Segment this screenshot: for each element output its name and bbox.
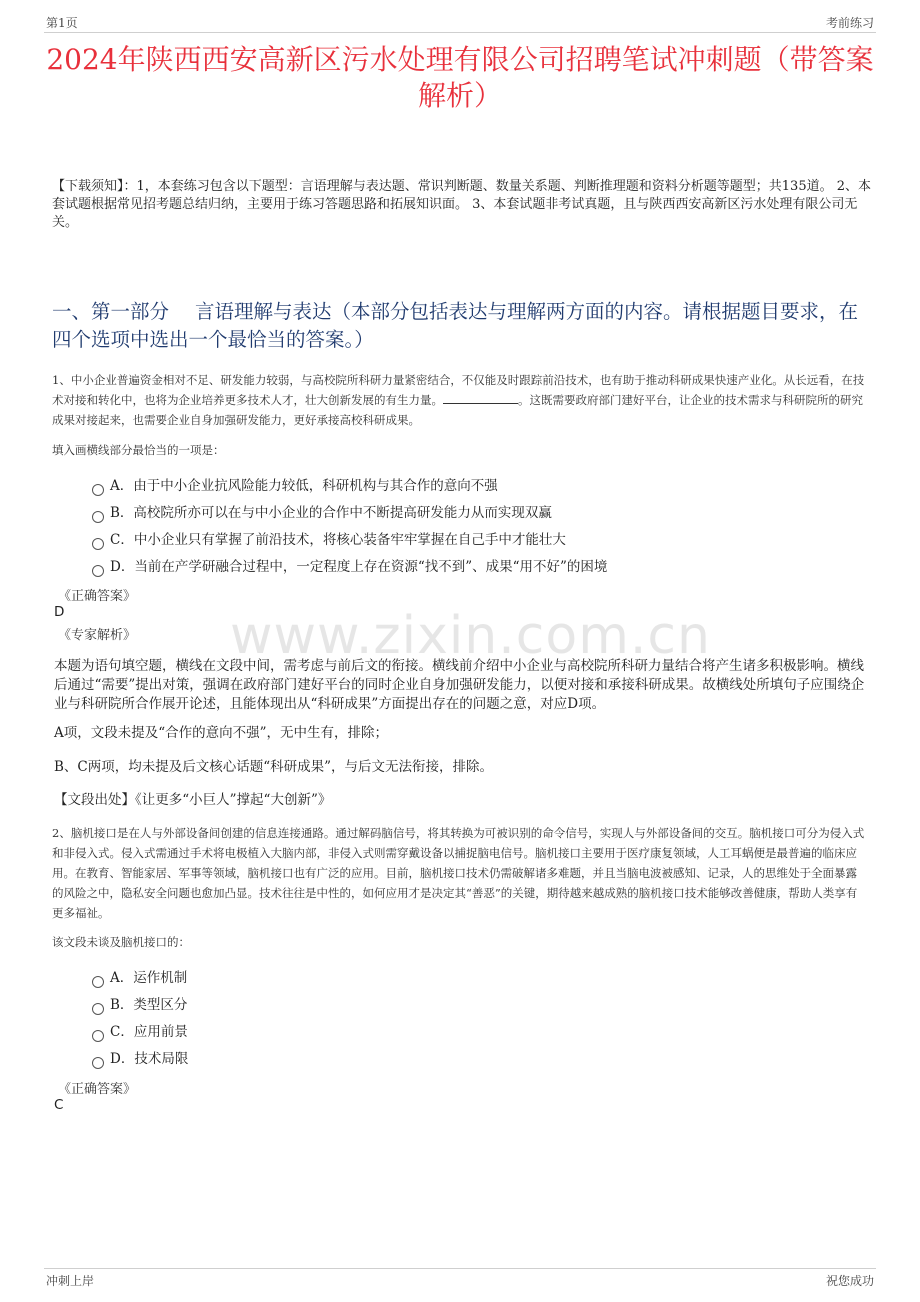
option-label: D．技术局限 — [110, 1051, 189, 1067]
radio-icon[interactable] — [92, 1003, 104, 1015]
question-1-option-b[interactable] — [92, 503, 552, 523]
radio-icon[interactable] — [92, 976, 104, 988]
radio-icon[interactable] — [92, 511, 104, 523]
question-2-prompt: 该文段未谈及脑机接口的： — [52, 935, 190, 949]
header-label: 考前练习 — [825, 16, 874, 30]
radio-icon[interactable] — [92, 1030, 104, 1042]
page-number: 第1页 — [46, 16, 78, 30]
analysis-paragraph: 本题为语句填空题，横线在文段中间，需考虑与前后文的衔接。横线前介绍中小企业与高校院所科研力量结合将产生诸多积极影响。横线后通过“需要”提出对策，强调在政府部门建好平台的同时企业自身加强研发能力，以便对接和承接科研成果。故横线处所填句子应围绕企业与科研院所合作展开论述，且能体现出从“科研成果”方面提出存在的问题之意，对应D项。 — [54, 658, 865, 712]
analysis-paragraph: B、C两项，均未提及后文核心话题“科研成果”，与后文无法衔接，排除。 — [54, 759, 494, 775]
footer-left: 冲刺上岸 — [46, 1274, 95, 1288]
footer-divider — [44, 1268, 876, 1269]
question-2-option-a[interactable] — [92, 968, 187, 988]
section-heading — [52, 298, 872, 354]
analysis-paragraph: A项，文段未提及“合作的意向不强”，无中生有，排除； — [54, 725, 389, 741]
radio-icon[interactable] — [92, 484, 104, 496]
fill-blank — [443, 392, 518, 404]
analysis-label: 《专家解析》 — [58, 628, 137, 643]
question-2-option-d[interactable] — [92, 1049, 188, 1069]
answer-label: 《正确答案》 — [58, 1082, 137, 1097]
answer-value: C — [54, 1097, 64, 1113]
option-label: A．由于中小企业抗风险能力较低，科研机构与其合作的意向不强 — [110, 478, 498, 494]
question-2-option-b[interactable] — [92, 995, 187, 1015]
section-number: 一、第一部分 — [52, 300, 170, 323]
radio-icon[interactable] — [92, 1057, 104, 1069]
question-2-stem: 2、脑机接口是在人与外部设备间创建的信息连接通路。通过解码脑信号，将其转换为可被识别的命令信号，实现人与外部设备间的交互。脑机接口可分为侵入式和非侵入式。侵入式需通过手术将电极植入大脑内部，非侵入式则需穿戴设备以捕捉脑电信号。脑机接口主要用于医疗康复领域，人工耳蜗便是最普遍的临床应用。在教育、智能家居、军事等领域，脑机接口也有广泛的应用。目前，脑机接口技术仍需破解诸多难题，并且当脑电波被感知、记录，人的思维处于全面暴露的风险之中，隐私安全问题也愈加凸显。技术往往是中性的，如何应用才是决定其“善恶”的关键，期待越来越成熟的脑机接口技术能够改善健康，帮助人类享有更多福祉。 — [52, 826, 865, 920]
radio-icon[interactable] — [92, 538, 104, 550]
answer-value: D — [54, 604, 65, 620]
question-1-prompt: 填入画横线部分最恰当的一项是： — [52, 443, 225, 457]
question-1-stem-part-b: 。这既需要政府部门建好平台，让企业的技术需求与科研院所的研究成果对接起来，也需要企业自身加强研发能力，更好承接高校科研成果。 — [52, 393, 863, 427]
question-2-option-c[interactable] — [92, 1022, 188, 1042]
radio-icon[interactable] — [92, 565, 104, 577]
section-text: 言语理解与表达（本部分包括表达与理解两方面的内容。请根据题目要求，在四个选项中选出一个最恰当的答案。） — [52, 300, 859, 351]
source-citation: 【文段出处】《让更多“小巨人”撑起“大创新”》 — [54, 792, 332, 808]
question-1-stem-part-a: 1、中小企业普遍资金相对不足、研发能力较弱，与高校院所科研力量紧密结合，不仅能及时跟踪前沿技术，也有助于推动科研成果快速产业化。从长远看，在技术对接和转化中，也将为企业培养更多技术人才，壮大创新发展的有生力量。 — [52, 373, 865, 407]
header-divider — [44, 32, 876, 33]
option-label: A．运作机制 — [110, 970, 188, 986]
footer-right: 祝您成功 — [825, 1274, 874, 1288]
option-label: B．类型区分 — [110, 997, 188, 1013]
question-1-option-c[interactable] — [92, 530, 566, 550]
option-label: D．当前在产学研融合过程中，一定程度上存在资源“找不到”、成果“用不好”的困境 — [110, 559, 608, 575]
question-1-option-d[interactable] — [92, 557, 607, 577]
document-title: 2024年陕西西安高新区污水处理有限公司招聘笔试冲刺题（带答案解析） — [46, 43, 874, 112]
question-1-option-a[interactable] — [92, 476, 498, 496]
option-label: B．高校院所亦可以在与中小企业的合作中不断提高研发能力从而实现双赢 — [110, 505, 552, 521]
question-1-stem — [52, 370, 868, 430]
answer-label: 《正确答案》 — [58, 589, 137, 604]
option-label: C．应用前景 — [110, 1024, 188, 1040]
watermark: www.zixin.com.cn — [230, 606, 711, 666]
option-label: C．中小企业只有掌握了前沿技术，将核心装备牢牢掌握在自己手中才能壮大 — [110, 532, 566, 548]
download-notice: 【下载须知】：1，本套练习包含以下题型：言语理解与表达题、常识判断题、数量关系题、判断推理题和资料分析题等题型；共135道。 2、本套试题根据常见招考题总结归纳，主要用于练习答题思路和拓展知识面。 3、本套试题非考试真题，且与陕西西安高新区污水处理有限公司无关。 — [52, 179, 871, 230]
